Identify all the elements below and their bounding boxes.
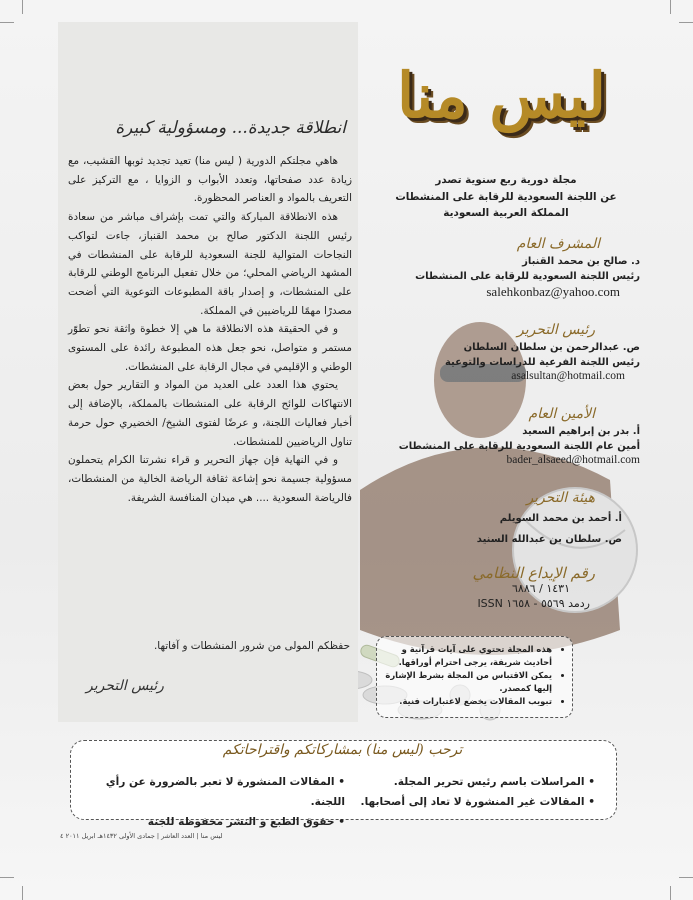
welcome-item: • المراسلات باسم رئيس تحرير المجلة. [350,772,595,792]
intro-line: المملكة العربية السعودية [443,207,569,219]
intro-line: مجلة دورية ربع سنوية تصدر [435,174,577,186]
welcome-item: • المقالات المنشورة لا تعبر بالضرورة عن رأي اللجنة. [80,772,345,812]
note-item: • هذه المجلة تحتوي على آيات قرآنية و أحاديث شريفة، يرجى احترام أوراقها. [381,643,552,669]
secretary-section [372,406,640,466]
section-heading: المشرف العام [516,236,600,252]
crop-mark [0,22,14,23]
person-role: رئيس اللجنة السعودية للرقابة على المنشطات [415,270,640,282]
email-address: salehkonbaz@yahoo.com [486,284,620,299]
crop-mark [22,886,23,900]
board-member: أ. أحمد بن محمد السويلم [499,513,622,524]
magazine-intro [372,172,640,222]
welcome-title: ترحب (ليس منا) بمشاركاتكم واقتراحاتكم [222,742,463,758]
crop-mark [670,0,671,14]
editorial-closing: حفظكم المولى من شرور المنشطات و آفاتها. [153,640,350,652]
welcome-left-list [80,772,345,832]
section-heading: هيئة التحرير [526,490,595,506]
note-item: • تبويب المقالات يخضع لاعتبارات فنية. [381,695,552,708]
welcome-right-list [350,772,595,812]
editorial-title: انطلاقة جديدة... ومسؤولية كبيرة [115,118,346,138]
intro-line: عن اللجنة السعودية للرقابة على المنشطات [395,190,617,203]
board-member: ص. سلطان بن عبدالله السنيد [476,533,622,545]
crop-mark [0,877,14,878]
crop-mark [679,877,693,878]
crop-mark [22,0,23,14]
welcome-item: • المقالات غير المنشورة لا تعاد إلى أصحابها. [350,792,595,812]
person-role: أمين عام اللجنة السعودية للرقابة على المنشطات [398,440,640,452]
deposit-section [372,564,640,611]
editor-section [372,322,640,382]
editorial-paragraph: و في النهاية فإن جهاز التحرير و قراء نشرتنا الكرام يتحملون مسؤولية جسيمة نحو إشاعة ثقافة الرياضة الخالية من المنشطات، فالرياضة السعودية .... هي ميدان المنافسة الشريفة. [68,454,352,504]
issn-number: ردمد ٥٥٦٩ - ١٦٥٨ ISSN [477,596,590,610]
person-name: ص. عبدالرحمن بن سلطان السلطان [463,342,640,353]
editorial-paragraph: يحتوي هذا العدد على العديد من المواد و التقارير حول بعض الانتهاكات للوائح الرقابة على المنشطات بالمملكة، بالإضافة إلى أخبار فعاليات اللجنة، و عرضًا لفتوى الشيخ/ الخضيري حول حرمة تناول الرياضيين للمنشطات. [68,379,352,448]
notes-box [376,636,573,718]
section-heading: رئيس التحرير [517,322,595,338]
section-heading: الأمين العام [528,406,595,422]
section-heading: رقم الإيداع النظامي [472,564,595,582]
email-address: bader_alsaeed@hotmail.com [506,454,640,466]
crop-mark [670,886,671,900]
page-footer: ليس منا | العدد العاشر | جمادى الأولى ١٤٣٢هـ ابريل ٢٠١١ ٤ [60,832,223,840]
supervisor-section [372,236,640,300]
editorial-paragraph: هذه الانطلاقة المباركة والتي تمت بإشراف مباشر من سعادة رئيس اللجنة الدكتور صالح بن محمد القنباز، جاءت لتواكب النجاحات المتوالية للجنة السعودية للرقابة على المنشطات في المشهد الرياضي المحلي؛ من خلال تفعيل البرنامج الوطني للرقابة على المنشطات، و إصدار باقة المطبوعات التوعوية التي أضحت مصدرًا مهمًا للرياضيين في المملكة. [68,211,352,317]
editorial-paragraph: و في الحقيقة هذه الانطلاقة ما هي إلا خطوة واثقة نحو تطوّر مستمر و متواصل، نحو جعل هذه المطبوعة رائدة على المستوى الوطني و الإقليمي في مجال الرقابة على المنشطات. [68,323,352,373]
email-address: asalsultan@hotmail.com [511,370,625,382]
deposit-number: ١٤٣١ / ٦٨٨٦ [512,582,570,595]
welcome-item: • حقوق الطبع و النشر محفوظة للجنة [80,812,345,832]
person-role: رئيس اللجنة الفرعية للدراسات والتوعية [444,356,640,368]
board-section [372,490,640,547]
person-name: أ. بدر بن إبراهيم السعيد [522,426,640,437]
crop-mark [679,22,693,23]
editorial-body [68,152,352,507]
editorial-signature: رئيس التحرير [86,678,164,694]
masthead [346,58,606,138]
person-name: د. صالح بن محمد القنباز [522,256,640,267]
editorial-paragraph: هاهي مجلتكم الدورية ( ليس منا) تعيد تجديد ثوبها القشيب، مع زيادة عدد صفحاتها، وتعدد الأبواب و الزوايا ، مع التركيز على التعريف بالمواد و العناصر المحظورة. [68,155,352,205]
masthead-title: ليس منا [396,59,606,132]
note-item: • يمكن الاقتباس من المجلة بشرط الإشارة إليها كمصدر. [381,669,552,695]
